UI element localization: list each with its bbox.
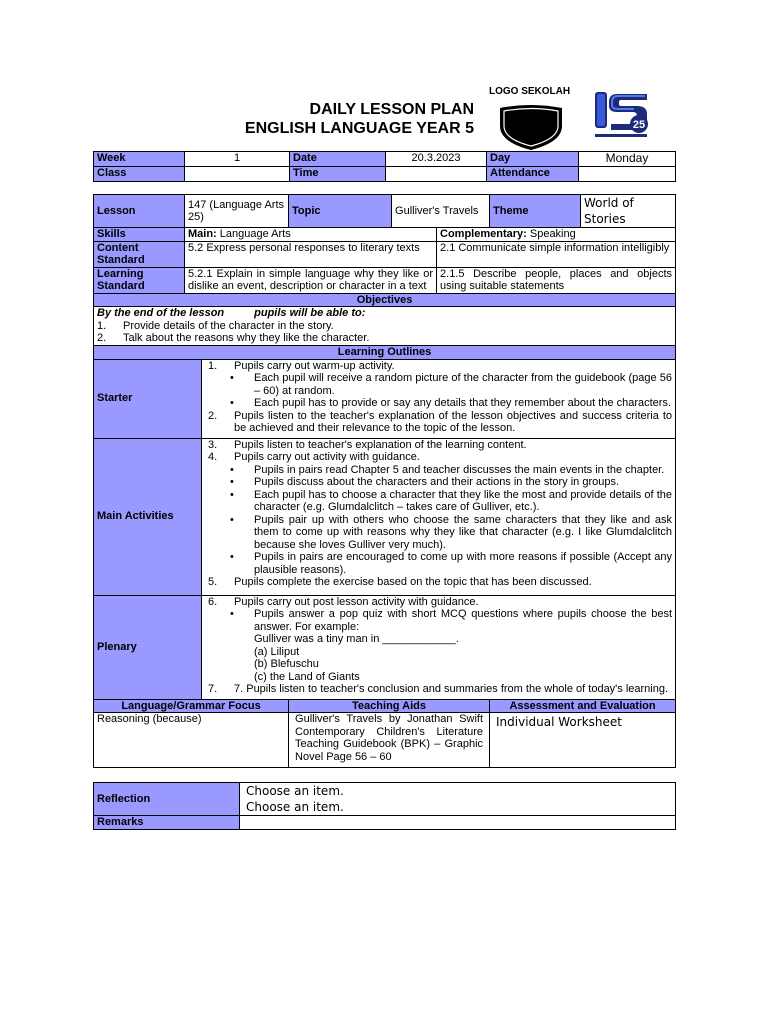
outline-step: 3. Pupils listen to teacher's explanation of the learning content. (208, 439, 672, 452)
title-line-2: ENGLISH LANGUAGE YEAR 5 (244, 120, 474, 137)
lesson-label: Lesson (94, 195, 185, 228)
quiz-option-c: (c) the Land of Giants (254, 670, 360, 683)
bullet-icon: • (230, 513, 234, 526)
remarks-value[interactable] (240, 816, 676, 830)
topic-value: Gulliver's Travels (392, 195, 490, 228)
attendance-value (579, 167, 676, 182)
objectives-content (94, 307, 676, 346)
outline-text: Pupils carry out warm-up activity. (234, 359, 395, 372)
outline-text: Pupils carry out post lesson activity with guidance. (234, 595, 479, 608)
outline-step: 4. Pupils carry out activity with guidance. (208, 451, 672, 464)
bullet-icon: • (230, 488, 234, 501)
lesson-value: 147 (Language Arts 25) (185, 195, 289, 228)
main-activities-label: Main Activities (94, 438, 202, 595)
day-label: Day (487, 152, 579, 167)
objective-item (97, 332, 672, 345)
emblem-25-icon (593, 88, 653, 145)
day-value: Monday (579, 152, 676, 167)
comp-skill-value: Speaking (526, 228, 576, 240)
learning-standard-main: 5.2.1 Explain in simple language why they like or dislike an event, description or character in a text (185, 267, 437, 293)
bullet-icon: • (230, 476, 234, 488)
bullet-icon: • (230, 463, 234, 476)
time-value (386, 167, 487, 182)
class-value (185, 167, 290, 182)
outline-bullet (208, 608, 672, 633)
bullet-text: Pupils answer a pop quiz with short MCQ questions where pupils choose the best answer. For example: (254, 608, 673, 633)
objective-text: Talk about the reasons why they like the character. (123, 332, 370, 344)
bullet-icon: • (230, 608, 234, 620)
starter-content (202, 359, 676, 438)
learning-standard-comp: 2.1.5 Describe people, places and objects using suitable statements (437, 267, 676, 293)
assessment-value: Individual Worksheet (490, 713, 676, 768)
bullet-text: Pupils pair up with others who choose the same characters that they like and ask them to come up with reasons why they like that character (e.g. I like Glumdalclitch because she loves Gulliver very much). (254, 513, 673, 551)
date-label: Date (290, 152, 386, 167)
main-activities-content (202, 438, 676, 595)
quiz-option-b: (b) Blefuschu (254, 658, 319, 670)
reflection-content (240, 783, 676, 816)
logo-label: LOGO SEKOLAH (489, 86, 571, 97)
comp-skill-label: Complementary: (440, 228, 527, 240)
plenary-label: Plenary (94, 595, 202, 699)
objectives-intro-a: By the end of the lesson (97, 307, 225, 319)
outline-text: Pupils carry out activity with guidance. (234, 451, 420, 463)
title-line-1: DAILY LESSON PLAN (309, 101, 474, 118)
teaching-aids-label: Teaching Aids (289, 699, 490, 713)
page-title (190, 100, 474, 138)
quiz-question: Gulliver was a tiny man in ____________. (254, 633, 459, 645)
bullet-icon: • (230, 372, 234, 384)
outline-bullet (208, 397, 672, 410)
remarks-label: Remarks (94, 816, 240, 830)
objective-number: 2. (97, 332, 107, 344)
school-logo-shield (496, 104, 566, 155)
quiz-option-a: (a) Liliput (254, 645, 300, 658)
outline-step: 2. Pupils listen to the teacher's explanation of the lesson objectives and success criteria to be achieved and their relevance to the topic of the lesson. (208, 409, 673, 434)
learning-standard-label: Learning Standard (94, 267, 185, 293)
outline-bullet (208, 372, 672, 397)
skills-complementary (437, 228, 676, 242)
outline-step: 6. Pupils carry out post lesson activity with guidance. (208, 596, 672, 609)
outline-step: 5. Pupils complete the exercise based on the topic that has been discussed. (208, 576, 672, 589)
bullet-text: Pupils discuss about the characters and their actions in the story in groups. (254, 476, 620, 488)
info-table (93, 151, 676, 182)
teaching-aids-value: Gulliver's Travels by Jonathan Swift Contemporary Children's Literature Teaching Guidebook (BPK) – Graphic Novel Page 56 – 60 (289, 713, 490, 768)
time-label: Time (290, 167, 386, 182)
attendance-label: Attendance (487, 167, 579, 182)
bullet-text: Each pupil will receive a random picture of the character from the guidebook (page 56 – 60) at random. (254, 372, 673, 397)
outline-bullet (208, 489, 672, 514)
outline-bullet (208, 514, 672, 552)
objective-item (97, 320, 672, 333)
week-label: Week (94, 152, 185, 167)
reflection-label: Reflection (94, 783, 240, 816)
week-value: 1 (185, 152, 290, 167)
bullet-text: Each pupil has to provide or say any details that they remember about the characters. (254, 397, 672, 409)
outline-text: Pupils listen to the teacher's explanation of the lesson objectives and success criteria to be achieved and their relevance to the topic of the lesson. (234, 409, 673, 434)
outline-text: Pupils complete the exercise based on the topic that has been discussed. (234, 576, 592, 588)
bullet-text: Each pupil has to choose a character that they like the most and provide details of the character (e.g. Glumdalclitch – takes care of Gulliver, etc.). (254, 488, 673, 513)
assessment-label: Assessment and Evaluation (490, 699, 676, 713)
outline-step: 7. 7. Pupils listen to teacher's conclusion and summaries from the whole of today's learning. (208, 683, 672, 696)
reflection-choice-2[interactable]: Choose an item. (246, 800, 344, 814)
reflection-table (93, 782, 676, 830)
class-label: Class (94, 167, 185, 182)
content-standard-comp: 2.1 Communicate simple information intelligibly (437, 241, 676, 267)
lesson-table (93, 194, 676, 768)
theme-label: Theme (490, 195, 581, 228)
outline-text: Pupils listen to teacher's explanation of the learning content. (234, 438, 527, 451)
content-standard-label: Content Standard (94, 241, 185, 267)
emblem-number: 25 (632, 119, 646, 131)
reflection-choice-1[interactable]: Choose an item. (246, 784, 344, 798)
language-focus-label: Language/Grammar Focus (94, 699, 289, 713)
language-focus-value: Reasoning (because) (94, 713, 289, 768)
topic-label: Topic (289, 195, 392, 228)
starter-label: Starter (94, 359, 202, 438)
outline-text: 7. Pupils listen to teacher's conclusion and summaries from the whole of today's learning. (234, 683, 669, 695)
objectives-heading: Objectives (94, 293, 676, 307)
theme-value: World of Stories (581, 195, 676, 228)
learning-outlines-heading: Learning Outlines (94, 346, 676, 360)
outline-bullet (208, 464, 672, 477)
outline-bullet (208, 551, 672, 576)
objectives-intro-b: pupils will be able to: (254, 307, 366, 319)
date-value: 20.3.2023 (386, 152, 487, 167)
bullet-icon: • (230, 551, 234, 563)
outline-bullet (208, 476, 672, 489)
main-skill-label: Main: (188, 228, 217, 240)
bullet-text: Pupils in pairs are encouraged to come up with more reasons if possible (Accept any plausible reasons). (254, 551, 673, 576)
skills-label: Skills (94, 228, 185, 242)
bullet-icon: • (230, 397, 234, 409)
skills-main (185, 228, 437, 242)
outline-step: 1. Pupils carry out warm-up activity. (208, 360, 672, 373)
objective-number: 1. (97, 319, 107, 332)
objectives-intro (97, 307, 672, 320)
bullet-text: Pupils in pairs read Chapter 5 and teacher discusses the main events in the chapter. (254, 463, 665, 476)
objective-text: Provide details of the character in the story. (123, 319, 334, 332)
plenary-content (202, 595, 676, 699)
main-skill-value: Language Arts (216, 228, 291, 240)
content-standard-main: 5.2 Express personal responses to literary texts (185, 241, 437, 267)
